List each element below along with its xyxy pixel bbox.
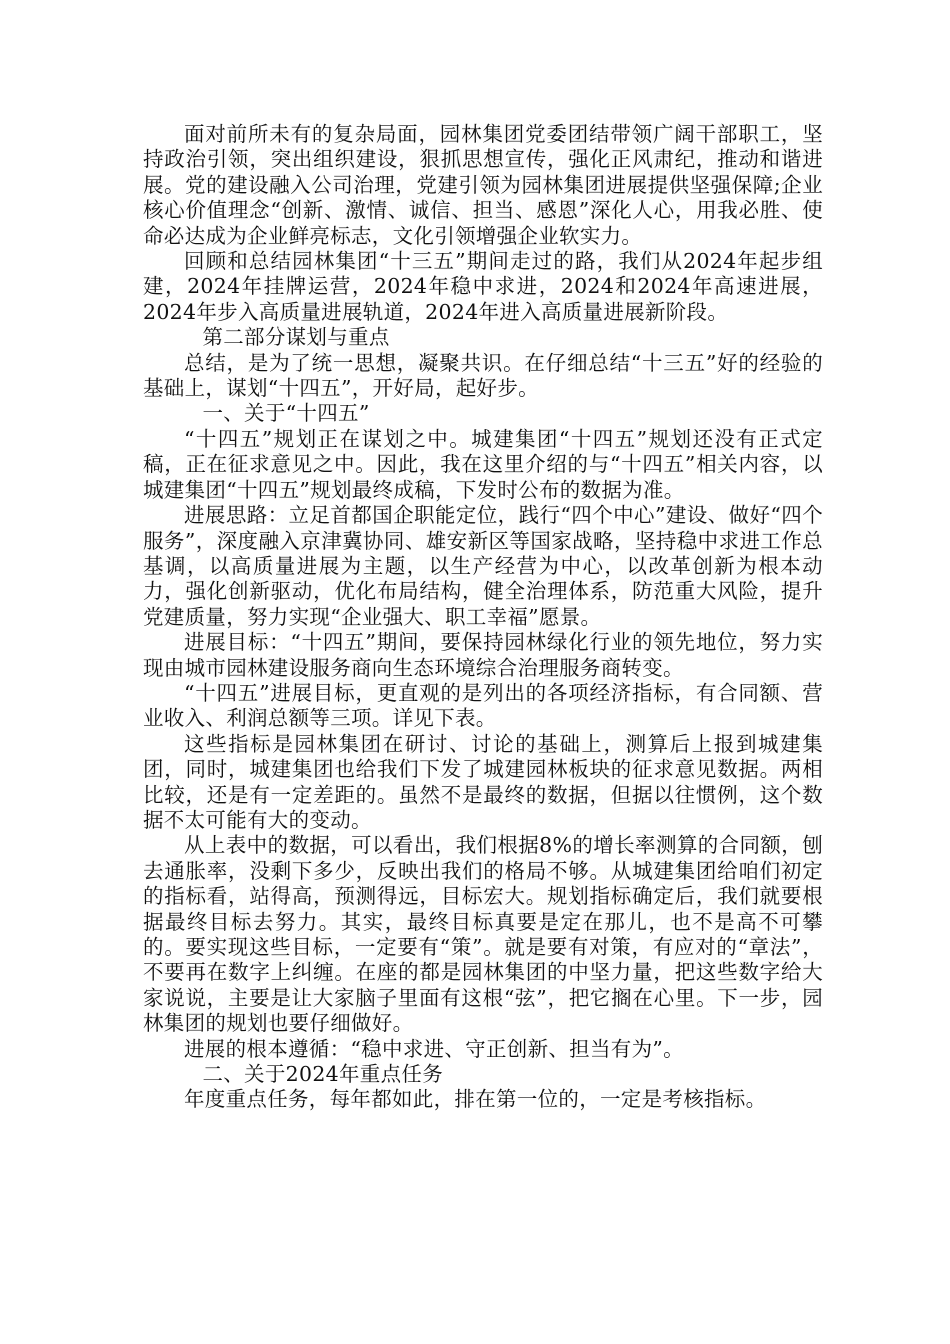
paragraph-indicator-comparison: 这些指标是园林集团在研讨、讨论的基础上，测算后上报到城建集团，同时，城建集团也给我们下发了城建园林板块的征求意见数据。两相比较，还是有一定差距的。虽然不是最终的数据，但据以往惯例，这个数据不太可能有大的变动。 — [143, 731, 823, 832]
paragraph-development-approach: 进展思路：立足首都国企职能定位，践行“四个中心”建设、做好“四个服务”，深度融入京津冀协同、雄安新区等国家战略，坚持稳中求进工作总基调，以高质量进展为主题，以生产经营为中心，以改革创新为根本动力，强化创新驱动，优化布局结构，健全治理体系，防范重大风险，提升党建质量，努力实现“企业强大、职工幸福”愿景。 — [143, 503, 823, 629]
subheading-key-tasks: 二、关于2024年重点任务 — [202, 1062, 444, 1087]
paragraph-development-goal: 进展目标：“十四五”期间，要保持园林绿化行业的领先地位，努力实现由城市园林建设服务商向生态环境综合治理服务商转变。 — [143, 630, 823, 680]
paragraph-leadership: 面对前所未有的复杂局面，园林集团党委团结带领广阔干部职工，坚持政治引领，突出组织建设，狠抓思想宣传，强化正风肃纪，推动和谐进展。党的建设融入公司治理，党建引领为园林集团进展提供坚强保障;企业核心价值理念“创新、激情、诚信、担当、感恩”深化人心，用我必胜、使命必达成为企业鲜亮标志，文化引领增强企业软实力。 — [143, 122, 823, 248]
subheading-fourteenth-plan: 一、关于“十四五” — [202, 401, 370, 426]
paragraph-plan-status: “十四五”规划正在谋划之中。城建集团“十四五”规划还没有正式定稿，正在征求意见之中。因此，我在这里介绍的与“十四五”相关内容，以城建集团“十四五”规划最终成稿，下发时公布的数据为准。 — [143, 426, 823, 502]
document-page — [143, 122, 823, 1113]
paragraph-fundamental-principle: 进展的根本遵循：“稳中求进、守正创新、担当有为”。 — [184, 1036, 684, 1061]
paragraph-table-analysis: 从上表中的数据，可以看出，我们根据8%的增长率测算的合同额，刨去通胀率，没剩下多少，反映出我们的格局不够。从城建集团给咱们初定的指标看，站得高，预测得远，目标宏大。规划指标确定后，我们就要根据最终目标去努力。其实，最终目标真要是定在那儿，也不是高不可攀的。要实现这些目标，一定要有“策”。就是要有对策，有应对的“章法”，不要再在数字上纠缠。在座的都是园林集团的中坚力量，把这些数字给大家说说，主要是让大家脑子里面有这根“弦”，把它搁在心里。下一步，园林集团的规划也要仔细做好。 — [143, 833, 823, 1036]
paragraph-summary: 总结，是为了统一思想，凝聚共识。在仔细总结“十三五”好的经验的基础上，谋划“十四五”，开好局，起好步。 — [143, 350, 823, 401]
paragraph-review: 回顾和总结园林集团“十三五”期间走过的路，我们从2024年起步组建，2024年挂牌运营，2024年稳中求进，2024和2024年高速进展，2024年步入高质量进展轨道，2024年进入高质量进展新阶段。 — [143, 249, 823, 324]
paragraph-annual-tasks: 年度重点任务，每年都如此，排在第一位的，一定是考核指标。 — [184, 1087, 767, 1112]
paragraph-economic-indicators: “十四五”进展目标，更直观的是列出的各项经济指标，有合同额、营业收入、利润总额等三项。详见下表。 — [143, 680, 823, 731]
section-heading-part-two: 第二部分谋划与重点 — [202, 325, 390, 350]
